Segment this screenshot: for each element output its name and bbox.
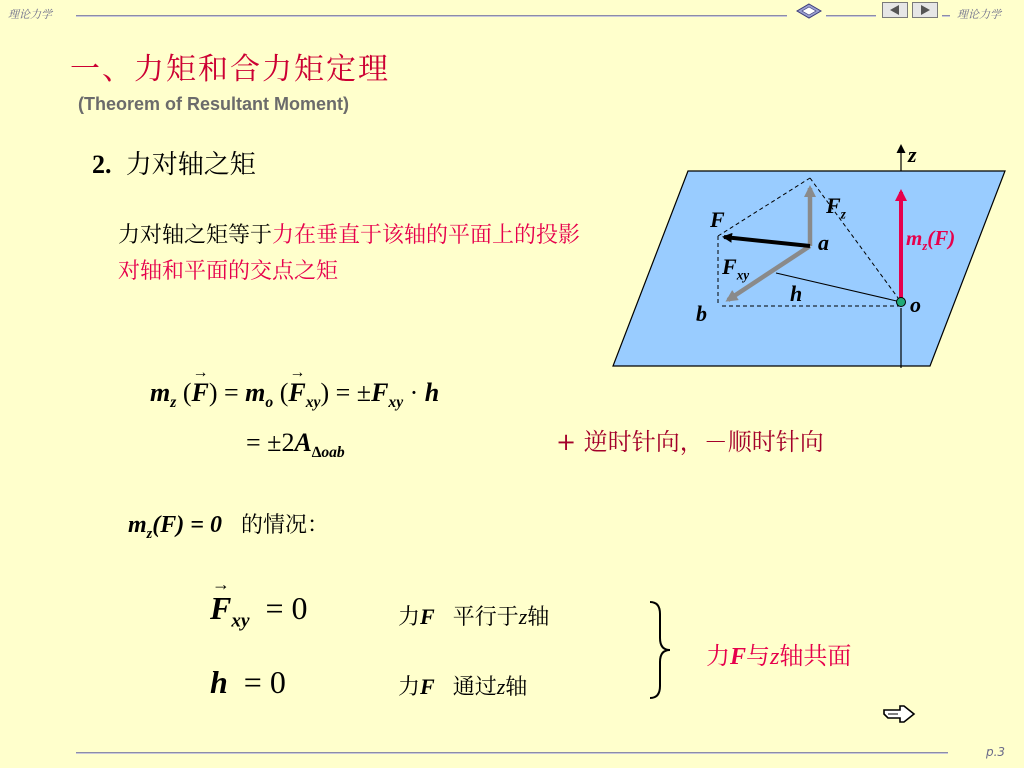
- footer-rule: [76, 752, 948, 754]
- diagram-label-b: b: [696, 301, 707, 326]
- section-title: 力对轴之矩: [125, 150, 256, 180]
- triangle-left-icon: [889, 5, 901, 15]
- case-2-condition: h = 0: [210, 664, 286, 700]
- moment-formula-line-1: $m_z$ (F → ) = $m_o$ (F → $_{xy}) = \pm F_{xy} \cdot h$: [150, 364, 440, 412]
- header-right-label: 理论力学: [957, 8, 1001, 21]
- diagram-label-fz: $F_z$: [826, 193, 846, 222]
- definition-lead: 力对轴之矩等于: [118, 223, 273, 248]
- diagram-label-z: z: [908, 142, 917, 167]
- sign-convention-note: + 逆时针向，－顺时针向: [556, 428, 824, 456]
- moment-formula-line-2: = $\pm 2A_{\Delta oab}$: [246, 428, 345, 462]
- diagram-label-mz: $m_z(F)$: [906, 226, 956, 254]
- diagram-label-f: F: [710, 207, 725, 232]
- hand-pointer-icon[interactable]: [882, 702, 918, 728]
- diagram-label-o: o: [910, 292, 921, 317]
- zero-moment-heading: $m_z(F) = 0$ 的情况：: [128, 512, 330, 542]
- coplanar-conclusion: 力F与z轴共面: [706, 642, 852, 670]
- definition-highlight: 力在垂直于该轴的平面上的投影对轴和平面的交点之矩: [118, 223, 581, 284]
- diagram-label-h: h: [790, 281, 803, 306]
- slide-title: 一、力矩和合力矩定理: [70, 52, 390, 87]
- section-heading: [92, 144, 256, 181]
- diamond-home-icon[interactable]: [796, 3, 822, 19]
- definition-text: [118, 218, 598, 290]
- header-rule-mid: [826, 15, 876, 17]
- case-2-description: 力F 通过z轴: [398, 674, 528, 700]
- diagram-label-a: a: [818, 230, 829, 255]
- next-slide-button[interactable]: [912, 2, 938, 18]
- triangle-right-icon: [919, 5, 931, 15]
- case-1-description: 力F 平行于z轴: [398, 604, 550, 630]
- header-left-label: 理论力学: [8, 8, 52, 21]
- case-1-condition: F → $_{xy}$ = 0: [210, 574, 308, 632]
- moment-about-axis-diagram: [600, 140, 1010, 380]
- right-brace: [646, 600, 676, 700]
- header-rule-left: [76, 15, 787, 17]
- point-o: [897, 298, 906, 307]
- slide-subtitle: (Theorem of Resultant Moment): [78, 94, 350, 114]
- header-rule-right: [942, 15, 950, 17]
- vector-f: F →: [191, 364, 209, 407]
- section-number: 2.: [92, 150, 112, 179]
- prev-slide-button[interactable]: [882, 2, 908, 18]
- page-number: p.3: [986, 745, 1006, 759]
- diagram-label-fxy: $F_{xy}$: [722, 254, 750, 283]
